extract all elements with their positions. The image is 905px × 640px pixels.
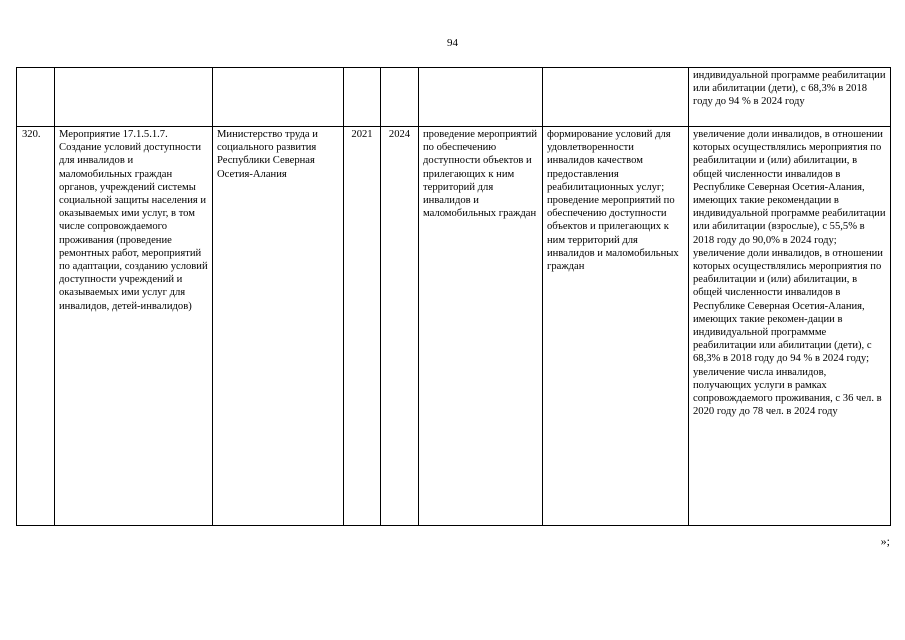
cell-row-number: 320. — [17, 127, 55, 526]
cell-content: проведение мероприятий по обеспечению доступности объектов и прилегающих к ним территорий для инвалидов и маломобильных граждан — [419, 127, 543, 526]
table-row — [17, 127, 891, 526]
cell-measure: Мероприятие 17.1.5.1.7. Создание условий доступности для инвалидов и маломобильных граждан органов, учреждений системы социальной защиты населения и оказываемых ими услуг, в том числе сопровождаемого проживания (проведение ремонтных работ, мероприятий по адаптации, созданию условий доступности учреждений и оказываемых ими услуг для инвалидов, детей-инвалидов) — [55, 127, 213, 526]
cell-empty — [381, 68, 419, 127]
cell-empty — [17, 68, 55, 127]
cell-empty — [419, 68, 543, 127]
cell-empty — [344, 68, 381, 127]
cell-empty — [543, 68, 689, 127]
closing-quote-mark: »; — [880, 534, 890, 548]
cell-executor: Министерство труда и социального развития Республики Северная Осетия-Алания — [213, 127, 344, 526]
measures-table — [16, 67, 891, 526]
cell-effect-continued: индивидуальной программе реабилитации или абилитации (дети), с 68,3% в 2018 году до 94 % в 2024 году — [689, 68, 891, 127]
cell-empty — [213, 68, 344, 127]
cell-end-year: 2024 — [381, 127, 419, 526]
page-number: 94 — [447, 37, 458, 49]
cell-empty — [55, 68, 213, 127]
cell-effect: увеличение доли инвалидов, в отношении которых осуществлялись мероприятия по реабилитации и (или) абилитации, в общей численности инвалидов в Республике Северная Осетия-Алания, имеющих такие рекомендации в индивидуальной программе реабилитации или абилитации (взрослые), с 55,5% в 2018 году до 90,0% в 2024 году; увеличение доли инвалидов, в отношении которых осуществлялись мероприятия по реабилитации и (или) абилитации, в общей численности инвалидов в Республике Северная Осетия-Алания, имеющих такие рекомен-дации в индивидуальной программме реабилитации или абилитации (дети), с 68,3% в 2018 году до 94 % в 2024 году; увеличение числа инвалидов, получающих услуги в рамках сопровождаемого проживания, с 36 чел. в 2020 году до 78 чел. в 2024 году — [689, 127, 891, 526]
table-row-continuation — [17, 68, 891, 127]
cell-result: формирование условий для удовлетворенности инвалидов качеством предоставления реабилитационных услуг; проведение мероприятий по обеспечению доступности объектов и прилегающих к ним территорий для инвалидов и маломобильных граждан — [543, 127, 689, 526]
cell-start-year: 2021 — [344, 127, 381, 526]
